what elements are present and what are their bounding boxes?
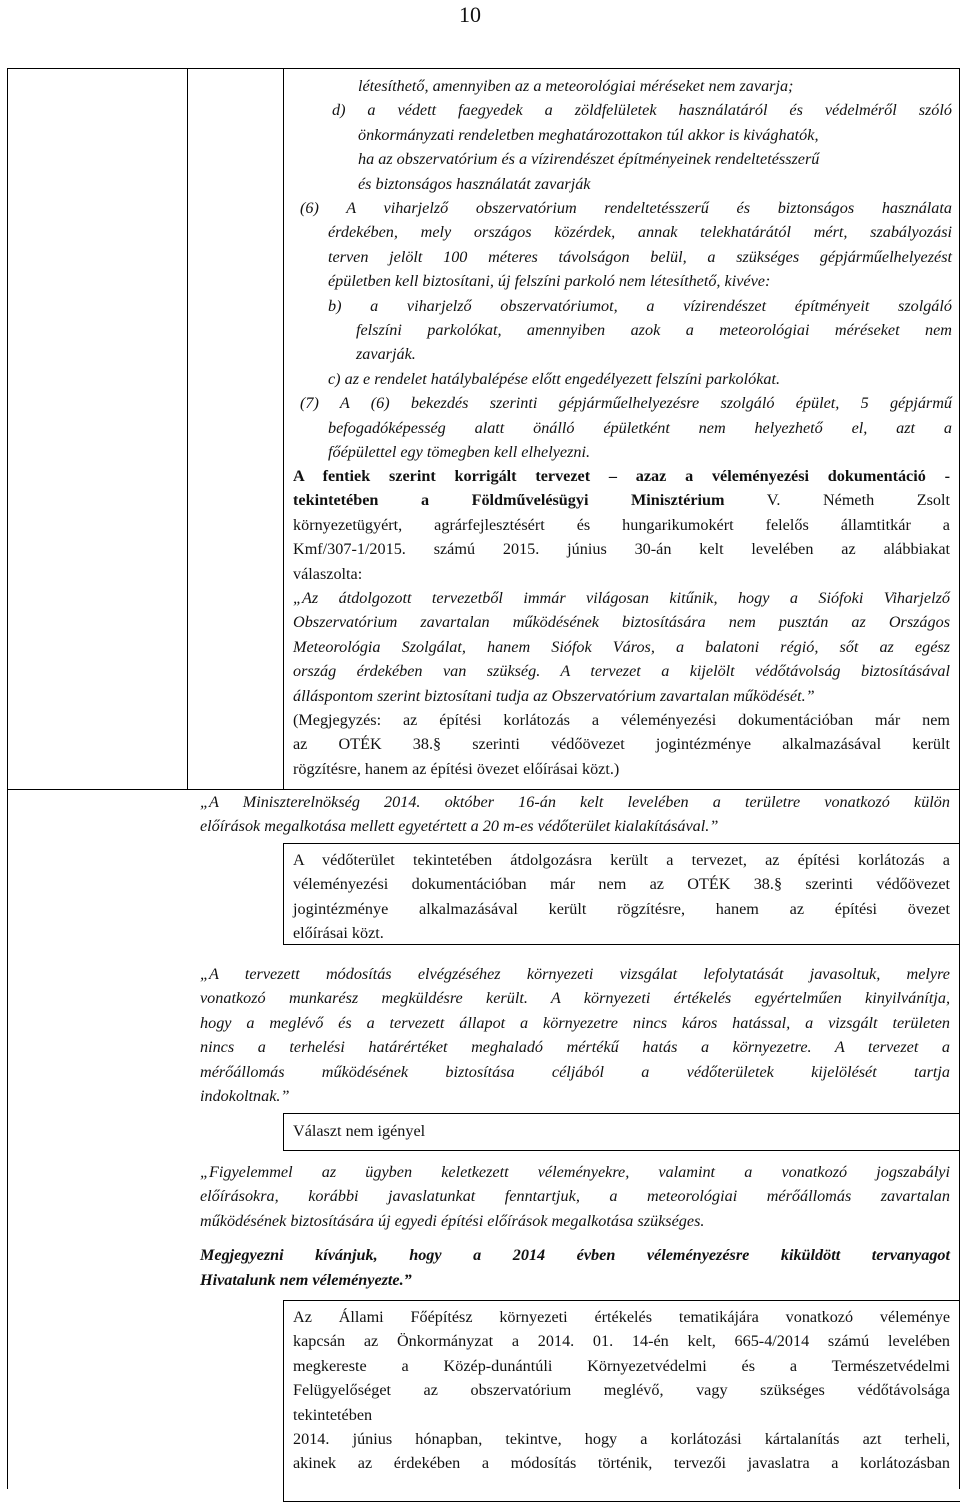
list-line: és biztonságos használatát zavarják (358, 174, 591, 193)
quote-line: „Figyelemmel az ügyben keletkezett véleményekre, valamint a vonatkozó jogszabályi (200, 1163, 950, 1181)
quote-line: nincs a terhelési határértéket meghaladó mértékű hatás a környezetre. A tervezet a (200, 1038, 950, 1057)
note-line: rögzítésre, hanem az építési övezet előírásai közt.) (293, 759, 620, 778)
list-line: főépülettel egy tömegben kell elhelyezni. (328, 443, 591, 462)
pm-office-quote (200, 790, 950, 839)
quote-line: Obszervatórium zavartalan működésének biztosítására nem pusztán az Országos (293, 613, 950, 632)
quote-line: indokoltnak.” (200, 1087, 290, 1106)
note-line: (Megjegyzés: az építési korlátozás a véleményezési dokumentációban már nem (293, 711, 950, 730)
response-line: A védőterület tekintetében átdolgozásra került a tervezet, az építési korlátozás a (293, 851, 950, 869)
consideration-quote (200, 1160, 950, 1292)
table-middle-column (188, 68, 284, 789)
quote-line: működésének biztosítására új egyedi építési előírások megalkotása szükséges. (200, 1211, 705, 1230)
state-secretary-name: V. Németh Zsolt (724, 491, 950, 510)
response-line: Választ nem igényel (293, 1122, 426, 1140)
paragraph-6: (6) A viharjelző obszervatórium rendeltetésszerű és biztonságos használata (300, 199, 952, 218)
response-line: 2014. június hónapban, tekintve, hogy a korlátozási kártalanítás azt terheli, (293, 1430, 950, 1449)
response-line: akinek az érdekében a módosítás történik, tervezői javaslatra a korlátozásban (293, 1454, 950, 1473)
quote-bold-line: Hivatalunk nem véleményezte.” (200, 1270, 412, 1289)
table-left-column (7, 68, 188, 789)
response-line: jogintézménye alkalmazásával került rögzítésre, hanem az építési övezet (293, 899, 950, 918)
quote-line: előírásokra, korábbi javaslatunkat fenntartjuk, a meteorológiai mérőállomás zavartalan (200, 1187, 950, 1206)
list-line: épületben kell biztosítani, új felszíni parkoló nem létesíthető, kivéve: (328, 272, 771, 291)
quote-line: „A Miniszterelnökség 2014. október 16-án kelt levelében a területre vonatkozó külön (200, 793, 950, 811)
response-line: előírásai közt. (293, 924, 384, 943)
ministry-response (293, 464, 950, 781)
list-line: érdekében, mely országos közérdek, annak telekhatárától mért, szabályozási (328, 223, 952, 242)
quote-line: vonatkozó munkarész megküldésre került. A környezeti értékelés egyértelműen kinyilvánítja, (200, 989, 950, 1008)
list-item-b: b) a viharjelző obszervatóriumot, a vízirendészet építményeit szolgáló (328, 296, 952, 315)
quote-line: mérőállomás működésének biztosítása céljából a védőterületek kijelölését tartja (200, 1062, 950, 1081)
note-line: az OTÉK 38.§ szerinti védőövezet jogintézménye alkalmazásával került (293, 735, 950, 754)
quote-line: hogy a meglévő és a tervezett állapot a környezetre nincs káros hatással, a vizsgált területen (200, 1013, 950, 1032)
paragraph-7: (7) A (6) bekezdés szerinti gépjárműelhelyezésre szolgáló épület, 5 gépjármű (300, 394, 952, 413)
response-box-3-text (293, 1305, 950, 1476)
response-line: Az Állami Főépítész környezeti értékelés tematikájára vonatkozó véleménye (293, 1308, 950, 1326)
list-line: ha az obszervatórium és a vízirendészet építményeinek rendeltetésszerű (358, 150, 820, 169)
list-line: befogadóképesség alatt önálló épületként nem helyezhető el, azt a (328, 418, 952, 437)
quote-line: „A tervezett módosítás elvégzéséhez környezeti vizsgálat lefolytatását javasoltuk, melyre (200, 965, 950, 983)
response-line: környezetügyért, agrárfejlesztésért és hungarikumokért felelős államtitkár a (293, 515, 950, 534)
quote-bold-line: Megjegyezni kívánjuk, hogy a 2014 évben véleményezésre kiküldött tervanyagot (200, 1246, 950, 1265)
list-line: terven jelölt 100 méteres távolságon belül, a szükséges gépjárműelhelyezést (328, 247, 952, 266)
response-heading-line-2 (293, 488, 950, 512)
response-line: kapcsán az Önkormányzat a 2014. 01. 14-én kelt, 665-4/2014 számú levelében (293, 1332, 950, 1351)
response-box-2-text (293, 1119, 950, 1143)
regulation-list (300, 74, 952, 465)
response-heading: A fentiek szerint korrigált tervezet – azaz a véleményezési dokumentáció - (293, 467, 950, 485)
page-number: 10 (459, 2, 481, 27)
response-line: tekintetében (293, 1405, 373, 1424)
quote-line: „Az átdolgozott tervezetből immár világosan kitűnik, hogy a Siófoki Viharjelző (293, 589, 950, 608)
list-line: zavarják. (356, 345, 416, 364)
quote-line: Meteorológia Szolgálat, hanem Siófok Város, a balatoni régió, sőt az egész (293, 637, 950, 656)
quote-line: ország érdekében van szükség. A tervezet a kijelölt védőtávolság biztosításával (293, 662, 950, 681)
env-assessment-quote (200, 962, 950, 1108)
response-line: Kmf/307-1/2015. számú 2015. június 30-án kelt levelében az alábbiakat (293, 540, 950, 559)
response-line: válaszolta: (293, 564, 363, 583)
response-line: véleményezési dokumentációban már nem az OTÉK 38.§ szerinti védőövezet (293, 875, 950, 894)
quote-line: előírások megalkotása mellett egyetértett a 20 m-es védőterület kialakításával.” (200, 817, 719, 836)
list-item-d: d) a védett faegyedek a zöldfelületek használatáról és védelméről szóló (332, 101, 952, 120)
list-line: létesíthető, amennyiben az a meteorológiai méréseket nem zavarja; (358, 77, 794, 95)
response-line: Felügyelőséget az obszervatórium meglévő, vagy szükséges védőtávolsága (293, 1381, 950, 1400)
list-item-c: c) az e rendelet hatálybalépése előtt engedélyezett felszíni parkolókat. (328, 369, 781, 388)
ministry-name: tekintetében a Földművelésügyi Minisztérium (293, 491, 725, 510)
response-box-1-text (293, 848, 950, 946)
list-line: felszíni parkolókat, amennyiben azok a meteorológiai méréseket nem (356, 321, 952, 340)
quote-line: álláspontom szerint biztosítani tudja az Obszervatórium zavartalan működését.” (293, 686, 815, 705)
list-line: önkormányzati rendeletben meghatározottakon túl akkor is kivághatók, (358, 125, 819, 144)
response-line: megkereste a Közép-dunántúli Környezetvédelmi és a Természetvédelmi (293, 1356, 950, 1375)
